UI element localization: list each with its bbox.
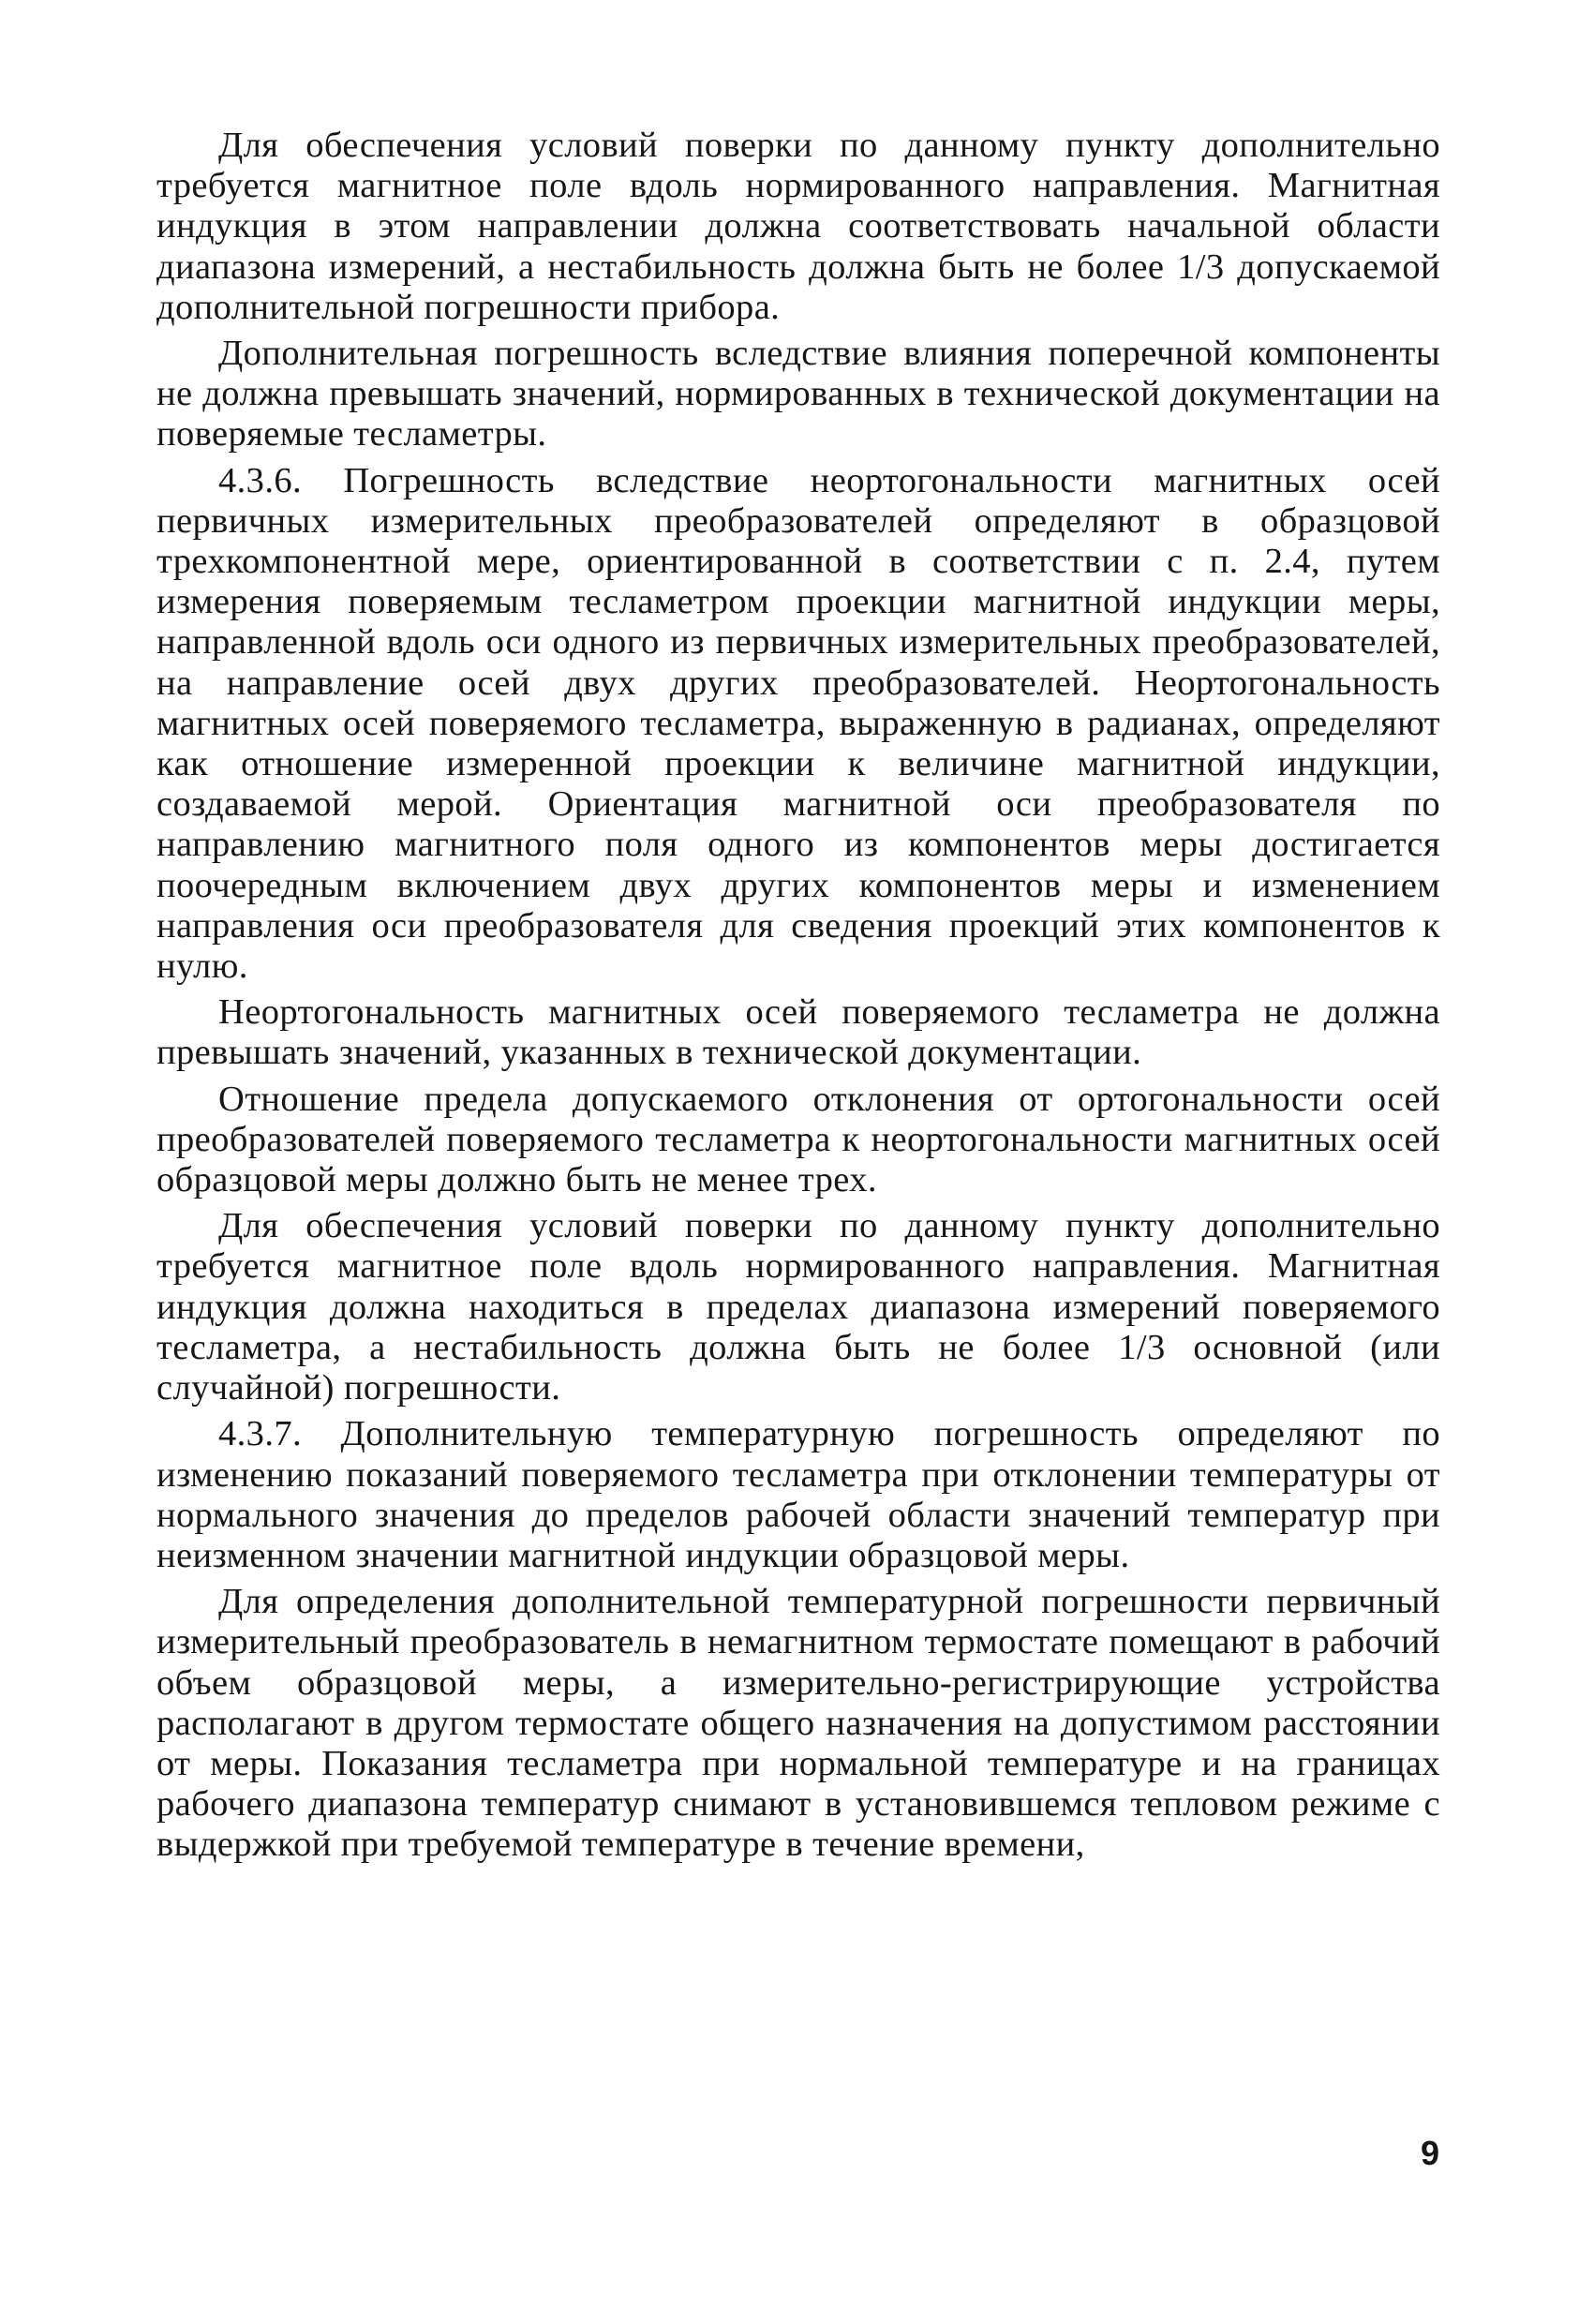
paragraph-2: Дополнительная погрешность вследствие влияния поперечной компоненты не должна превышать значений, нормированных в технической документации на поверяемые тесламетры. bbox=[156, 334, 1440, 454]
paragraph-7: 4.3.7. Дополнительную температурную погрешность определяют по изменению показаний поверяемого тесламетра при отклонении температуры от нормального значения до пределов рабочей области значений температур при неизменном значении магнитной индукции образцовой меры. bbox=[156, 1414, 1440, 1575]
page-number: 9 bbox=[1420, 2134, 1439, 2172]
paragraph-4: Неортогональность магнитных осей поверяемого тесламетра не должна превышать значений, указанных в технической документации. bbox=[156, 992, 1440, 1073]
paragraph-1: Для обеспечения условий поверки по данному пункту дополнительно требуется магнитное поле вдоль нормированного направления. Магнитная индукция в этом направлении должна соответствовать начальной области диапазона измерений, а нестабильность должна быть не более 1/3 допускаемой дополнительной погрешности прибора. bbox=[156, 126, 1440, 327]
paragraph-8: Для определения дополнительной температурной погрешности первичный измерительный преобразователь в немагнитном термостате помещают в рабочий объем образцовой меры, а измерительно-регистрирующие устройства располагают в другом термостате общего назначения на допустимом расстоянии от меры. Показания тесламетра при нормальной температуре и на границах рабочего диапазона температур снимают в установившемся тепловом режиме с выдержкой при требуемой температуре в течение времени, bbox=[156, 1582, 1440, 1865]
paragraph-3: 4.3.6. Погрешность вследствие неортогональности магнитных осей первичных измерительных преобразователей определяют в образцовой трехкомпонентной мере, ориентированной в соответствии с п. 2.4, путем измерения поверяемым тесламетром проекции магнитной индукции меры, направленной вдоль оси одного из первичных измерительных преобразователей, на направление осей двух других преобразователей. Неортогональность магнитных осей поверяемого тесламетра, выраженную в радианах, определяют как отношение измеренной проекции к величине магнитной индукции, создаваемой мерой. Ориентация магнитной оси преобразователя по направлению магнитного поля одного из компонентов меры достигается поочередным включением двух других компонентов меры и изменением направления оси преобразователя для сведения проекций этих компонентов к нулю. bbox=[156, 460, 1440, 987]
paragraph-5: Отношение предела допускаемого отклонения от ортогональности осей преобразователей поверяемого тесламетра к неортогональности магнитных осей образцовой меры должно быть не менее трех. bbox=[156, 1079, 1440, 1200]
paragraph-6: Для обеспечения условий поверки по данному пункту дополнительно требуется магнитное поле вдоль нормированного направления. Магнитная индукция должна находиться в пределах диапазона измерений поверяемого тесламетра, а нестабильность должна быть не более 1/3 основной (или случайной) погрешности. bbox=[156, 1206, 1440, 1408]
body-text bbox=[156, 126, 1440, 1871]
